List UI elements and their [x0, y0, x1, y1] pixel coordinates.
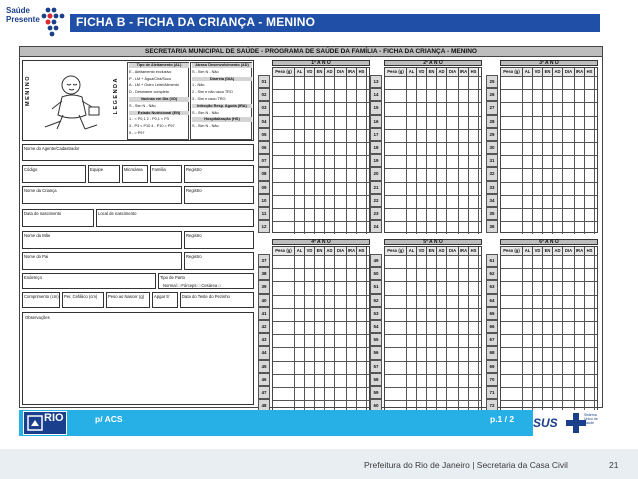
column-header: DIA [563, 68, 575, 76]
row-number: 66 [486, 320, 498, 333]
column-header: AD [553, 247, 563, 255]
column-header: EN [315, 247, 325, 255]
column-header: VD [305, 68, 315, 76]
apgar-label: Apgar 5' [154, 294, 170, 299]
legend-item: P - LM + Água/Chá/Suco [129, 76, 172, 81]
column-header: AL [523, 68, 533, 76]
sus-subtitle: Sistema Único de Saúde [584, 413, 598, 425]
row-number: 39 [258, 280, 270, 293]
familia-field[interactable] [150, 165, 182, 183]
legend-item: A - LM + Outro Leite/Alimento [129, 83, 179, 88]
column-header: IRA [347, 248, 356, 253]
nome-pai-field[interactable] [22, 252, 182, 270]
grid-row-line [501, 182, 597, 183]
row-number: 61 [486, 254, 498, 267]
registro2-field[interactable] [184, 186, 254, 204]
grid-row-line [501, 281, 597, 282]
grid-row-line [501, 221, 597, 222]
grid-row-line [385, 168, 481, 169]
row-number: 30 [486, 141, 498, 154]
legend-item: 2 - Sim e não usou TRO [192, 90, 233, 95]
row-number: 10 [258, 194, 270, 207]
equipe-label: Equipe [90, 167, 104, 172]
column-header: VD [533, 68, 543, 76]
teste-pezinho-label: Data do Teste do Pezinho [182, 294, 230, 299]
grid-row-line [385, 182, 481, 183]
row-number: 14 [370, 88, 382, 101]
grid-row-line [273, 281, 369, 282]
row-number: 22 [370, 194, 382, 207]
grid-row-line [501, 155, 597, 156]
grid-row-line [501, 387, 597, 388]
grid-row-line [273, 182, 369, 183]
row-number: 67 [486, 333, 498, 346]
tipo-parto-label: Tipo de Parto [160, 275, 185, 280]
nome-mae-label: Nome da Mãe [24, 233, 51, 238]
column-header: AD [437, 68, 447, 76]
grid-row-line [273, 168, 369, 169]
grid-row-line [273, 142, 369, 143]
tipo-parto-options: Normal □ Fórceps □ Cesárea □ [163, 283, 221, 288]
legend-item: D - Desmame completo [129, 90, 169, 95]
column-header: Peso (g) [501, 247, 523, 255]
grid-row-line [385, 400, 481, 401]
column-header: AD [325, 68, 335, 76]
growth-grid-block [500, 246, 598, 412]
row-number: 52 [370, 294, 382, 307]
grid-row-line [385, 361, 481, 362]
row-number: 05 [258, 128, 270, 141]
year-label: 4º A N O [272, 239, 370, 245]
grid-row-line [385, 195, 481, 196]
codigo-label: Código [24, 167, 38, 172]
codigo-field[interactable] [22, 165, 86, 183]
grid-row-line [385, 308, 481, 309]
legend-item: E - Aleitamento exclusivo [129, 69, 172, 74]
grid-row-line [385, 255, 481, 256]
grid-row-line [501, 208, 597, 209]
endereco-field[interactable] [22, 273, 156, 289]
grid-row-line [385, 102, 481, 103]
observacoes-field[interactable] [22, 312, 254, 405]
row-number: 16 [370, 115, 382, 128]
agente-label: Nome do Agente/Cadastrador [24, 146, 80, 151]
registro3-label: Registro [186, 233, 202, 238]
legend-heading: Hospitalização (HS) [192, 117, 252, 122]
growth-grid-block [384, 246, 482, 412]
grid-row-line [385, 295, 481, 296]
grid-row-line [273, 129, 369, 130]
microarea-label: Microárea [124, 167, 143, 172]
row-number: 63 [486, 280, 498, 293]
sheet-header: SECRETARIA MUNICIPAL DE SAÚDE - PROGRAMA DE SAÚDE DA FAMÍLIA - FICHA DA CRIANÇA - MENINO [20, 47, 602, 57]
comprimento-label: Comprimento (cm) [24, 294, 59, 299]
slide-number: 21 [609, 460, 619, 470]
grid-row-line [273, 361, 369, 362]
row-number: 33 [486, 181, 498, 194]
row-number: 23 [370, 207, 382, 220]
nome-mae-field[interactable] [22, 231, 182, 249]
row-number: 12 [258, 220, 270, 233]
apgar-field[interactable] [152, 292, 178, 308]
row-number: 71 [486, 386, 498, 399]
familia-label: Família [152, 167, 166, 172]
registro4-field[interactable] [184, 252, 254, 270]
registro-label: Registro [186, 167, 202, 172]
legend-heading: Estado Nutricional (EN) [129, 111, 189, 116]
grid-row-line [273, 321, 369, 322]
column-header: AD [553, 68, 563, 76]
grid-row-line [501, 142, 597, 143]
grid-row-line [501, 347, 597, 348]
legend-item: S - Sim N - Não [129, 103, 156, 108]
row-number: 53 [370, 307, 382, 320]
growth-grid-block [384, 67, 482, 233]
legend-heading: Tipo de Aleitamento (AL) [129, 63, 189, 68]
grid-row-line [501, 102, 597, 103]
row-number: 51 [370, 280, 382, 293]
nome-pai-label: Nome do Pai [24, 254, 49, 259]
row-number: 36 [486, 220, 498, 233]
row-number: 55 [370, 333, 382, 346]
row-number: 43 [258, 333, 270, 346]
row-number: 56 [370, 346, 382, 359]
observacoes-label: Observações [25, 315, 50, 320]
column-header: EN [315, 68, 325, 76]
grid-row-line [501, 361, 597, 362]
grid-row-line [501, 116, 597, 117]
column-header: Peso (g) [385, 68, 407, 76]
row-number: 21 [370, 181, 382, 194]
page-title: FICHA B - FICHA DA CRIANÇA - MENINO [76, 15, 316, 29]
grid-row-line [385, 347, 481, 348]
data-nascimento-label: Data de nascimento [24, 211, 62, 216]
row-number: 49 [370, 254, 382, 267]
grid-row-line [273, 334, 369, 335]
row-number: 58 [370, 373, 382, 386]
brand-line-2: Presente [6, 15, 40, 24]
column-header: AD [437, 247, 447, 255]
column-header: DIA [447, 68, 459, 76]
grid-row-line [501, 334, 597, 335]
rio-label: RIO [44, 412, 64, 424]
column-header: EN [427, 247, 437, 255]
column-header: VD [417, 247, 427, 255]
grid-row-line [385, 268, 481, 269]
row-number: 44 [258, 346, 270, 359]
growth-grid-block [272, 246, 370, 412]
column-header: DIA [563, 247, 575, 255]
grid-row-line [385, 221, 481, 222]
column-header: IRA [347, 69, 356, 74]
grid-row-line [273, 116, 369, 117]
year-label: 3º A N O [500, 60, 598, 66]
column-header: AL [407, 247, 417, 255]
legend-item: 5 - > P97 [129, 131, 145, 135]
column-header: HS [469, 68, 479, 76]
row-number: 65 [486, 307, 498, 320]
column-header: HS [585, 68, 595, 76]
grid-row-line [273, 347, 369, 348]
legend-heading: Atraso Desenvolvimento (AD) [192, 63, 252, 68]
grid-row-line [501, 168, 597, 169]
row-number: 68 [486, 346, 498, 359]
pacs-label: p/ ACS [95, 414, 123, 424]
registro2-label: Registro [186, 188, 202, 193]
year-label: 1º A N O [272, 60, 370, 66]
row-number: 64 [486, 294, 498, 307]
grid-row-line [501, 89, 597, 90]
grid-row-line [273, 221, 369, 222]
legend-item: 1 - Não [192, 83, 205, 88]
row-number: 27 [486, 101, 498, 114]
brand-text [6, 6, 40, 24]
grid-row-line [273, 268, 369, 269]
grid-row-line [385, 142, 481, 143]
row-number: 54 [370, 320, 382, 333]
grid-row-line [385, 281, 481, 282]
row-number: 37 [258, 254, 270, 267]
row-number: 40 [258, 294, 270, 307]
grid-row-line [273, 208, 369, 209]
data-nascimento-field[interactable] [22, 209, 94, 227]
column-header: IRA [575, 248, 584, 253]
legend-label: LEGENDA [113, 77, 119, 115]
sus-label: SUS [533, 416, 558, 430]
nome-crianca-field[interactable] [22, 186, 182, 204]
grid-row-line [273, 195, 369, 196]
row-number: 18 [370, 141, 382, 154]
row-number: 50 [370, 267, 382, 280]
child-illustration [37, 67, 107, 137]
microarea-field[interactable] [122, 165, 148, 183]
grid-row-line [273, 155, 369, 156]
grid-row-line [273, 89, 369, 90]
column-header: Peso (g) [385, 247, 407, 255]
legend-item: S - Sim N - Não [192, 110, 219, 115]
grid-row-line [273, 374, 369, 375]
row-number: 31 [486, 154, 498, 167]
grid-row-line [385, 334, 481, 335]
legend-item: S - Sim N - Não [192, 124, 219, 129]
grid-row-line [385, 76, 481, 77]
column-header: HS [357, 68, 367, 76]
row-number: 15 [370, 101, 382, 114]
legend-heading: Infecção Resp. Aguda (IRA) [192, 104, 252, 109]
registro4-label: Registro [186, 254, 202, 259]
row-number: 41 [258, 307, 270, 320]
column-header: Peso (g) [273, 247, 295, 255]
row-number: 46 [258, 373, 270, 386]
row-number: 17 [370, 128, 382, 141]
column-header: IRA [575, 69, 584, 74]
agente-field[interactable] [22, 144, 254, 161]
registro-field[interactable] [184, 165, 254, 183]
column-header: AL [523, 247, 533, 255]
column-header: VD [417, 68, 427, 76]
column-header: IRA [459, 248, 468, 253]
row-number: 02 [258, 88, 270, 101]
row-number: 24 [370, 220, 382, 233]
per-cefalico-field[interactable] [62, 292, 104, 308]
nome-crianca-label: Nome da Criança [24, 188, 57, 193]
grid-row-line [273, 102, 369, 103]
grid-row-line [273, 295, 369, 296]
grid-row-line [501, 374, 597, 375]
column-header: IRA [459, 69, 468, 74]
year-label: 2º A N O [384, 60, 482, 66]
column-header: DIA [447, 247, 459, 255]
grid-row-line [501, 255, 597, 256]
column-header: HS [357, 247, 367, 255]
grid-row-line [273, 255, 369, 256]
row-number: 19 [370, 154, 382, 167]
row-number: 03 [258, 101, 270, 114]
peso-nascer-field[interactable] [106, 292, 150, 308]
grid-row-line [385, 374, 481, 375]
row-number: 72 [486, 399, 498, 412]
row-number: 47 [258, 386, 270, 399]
legend-item: 3 - Sim e usou TRO [192, 97, 226, 101]
grid-row-line [501, 195, 597, 196]
row-number: 60 [370, 399, 382, 412]
legend-heading: Vacinas em Dia (VD) [129, 97, 189, 102]
row-number: 59 [370, 386, 382, 399]
row-number: 28 [486, 115, 498, 128]
grid-row-line [385, 116, 481, 117]
row-number: 38 [258, 267, 270, 280]
grid-row-line [273, 308, 369, 309]
grid-row-line [501, 295, 597, 296]
grid-row-line [501, 129, 597, 130]
row-number: 01 [258, 75, 270, 88]
endereco-label: Endereço [24, 275, 42, 280]
column-header: AL [295, 68, 305, 76]
row-number: 34 [486, 194, 498, 207]
row-number: 25 [486, 75, 498, 88]
brand-line-1: Saúde [6, 6, 31, 15]
column-header: DIA [335, 247, 347, 255]
grid-row-line [273, 76, 369, 77]
comprimento-field[interactable] [22, 292, 60, 308]
rio-emblem-icon [27, 415, 43, 431]
tipo-parto-field[interactable] [158, 273, 254, 289]
grid-row-line [385, 155, 481, 156]
row-number: 09 [258, 181, 270, 194]
grid-row-line [273, 400, 369, 401]
column-header: AL [295, 247, 305, 255]
sheet-page-number: p.1 / 2 [490, 414, 515, 424]
row-number: 29 [486, 128, 498, 141]
column-header: Peso (g) [273, 68, 295, 76]
equipe-field[interactable] [88, 165, 120, 183]
row-number: 08 [258, 167, 270, 180]
side-label: MENINO [25, 75, 31, 106]
column-header: AD [325, 247, 335, 255]
row-number: 48 [258, 399, 270, 412]
grid-row-line [385, 387, 481, 388]
column-header: HS [585, 247, 595, 255]
grid-row-line [501, 76, 597, 77]
row-number: 07 [258, 154, 270, 167]
legend-heading: Diarréia (DIA) [192, 77, 252, 82]
column-header: Peso (g) [501, 68, 523, 76]
form-sheet [19, 46, 603, 408]
grid-row-line [501, 321, 597, 322]
row-number: 20 [370, 167, 382, 180]
legend-item: 1 - < P0,1 2 - P0,1 < P3 [129, 117, 169, 122]
row-number: 69 [486, 360, 498, 373]
row-number: 42 [258, 320, 270, 333]
row-number: 35 [486, 207, 498, 220]
column-header: HS [469, 247, 479, 255]
column-header: AL [407, 68, 417, 76]
row-number: 06 [258, 141, 270, 154]
growth-grid-block [500, 67, 598, 233]
grid-row-line [501, 268, 597, 269]
column-header: VD [533, 247, 543, 255]
row-number: 04 [258, 115, 270, 128]
row-number: 26 [486, 88, 498, 101]
peso-nascer-label: Peso ao Nascer (g) [108, 294, 145, 299]
local-nascimento-label: Local de nascimento [98, 211, 137, 216]
row-number: 11 [258, 207, 270, 220]
column-header: DIA [335, 68, 347, 76]
column-header: EN [543, 247, 553, 255]
year-label: 6º A N O [500, 239, 598, 245]
grid-row-line [501, 308, 597, 309]
column-header: EN [543, 68, 553, 76]
growth-grid-block [272, 67, 370, 233]
year-label: 5º A N O [384, 239, 482, 245]
row-number: 45 [258, 360, 270, 373]
footer-text: Prefeitura do Rio de Janeiro | Secretaria da Casa Civil [364, 460, 568, 470]
registro3-field[interactable] [184, 231, 254, 249]
per-cefalico-label: Per. Cefálico (cm) [64, 294, 98, 299]
row-number: 57 [370, 360, 382, 373]
teste-pezinho-field[interactable] [180, 292, 254, 308]
grid-row-line [385, 321, 481, 322]
grid-row-line [385, 89, 481, 90]
column-header: VD [305, 247, 315, 255]
grid-row-line [501, 400, 597, 401]
row-number: 70 [486, 373, 498, 386]
legend-item: 3 - P3 < P10 4 - P10 < P97 [129, 124, 175, 129]
column-header: EN [427, 68, 437, 76]
legend-item: S - Sim N - Não [192, 69, 219, 74]
grid-row-line [273, 387, 369, 388]
row-number: 62 [486, 267, 498, 280]
grid-row-line [385, 129, 481, 130]
grid-row-line [385, 208, 481, 209]
row-number: 13 [370, 75, 382, 88]
row-number: 32 [486, 167, 498, 180]
local-nascimento-field[interactable] [96, 209, 254, 227]
